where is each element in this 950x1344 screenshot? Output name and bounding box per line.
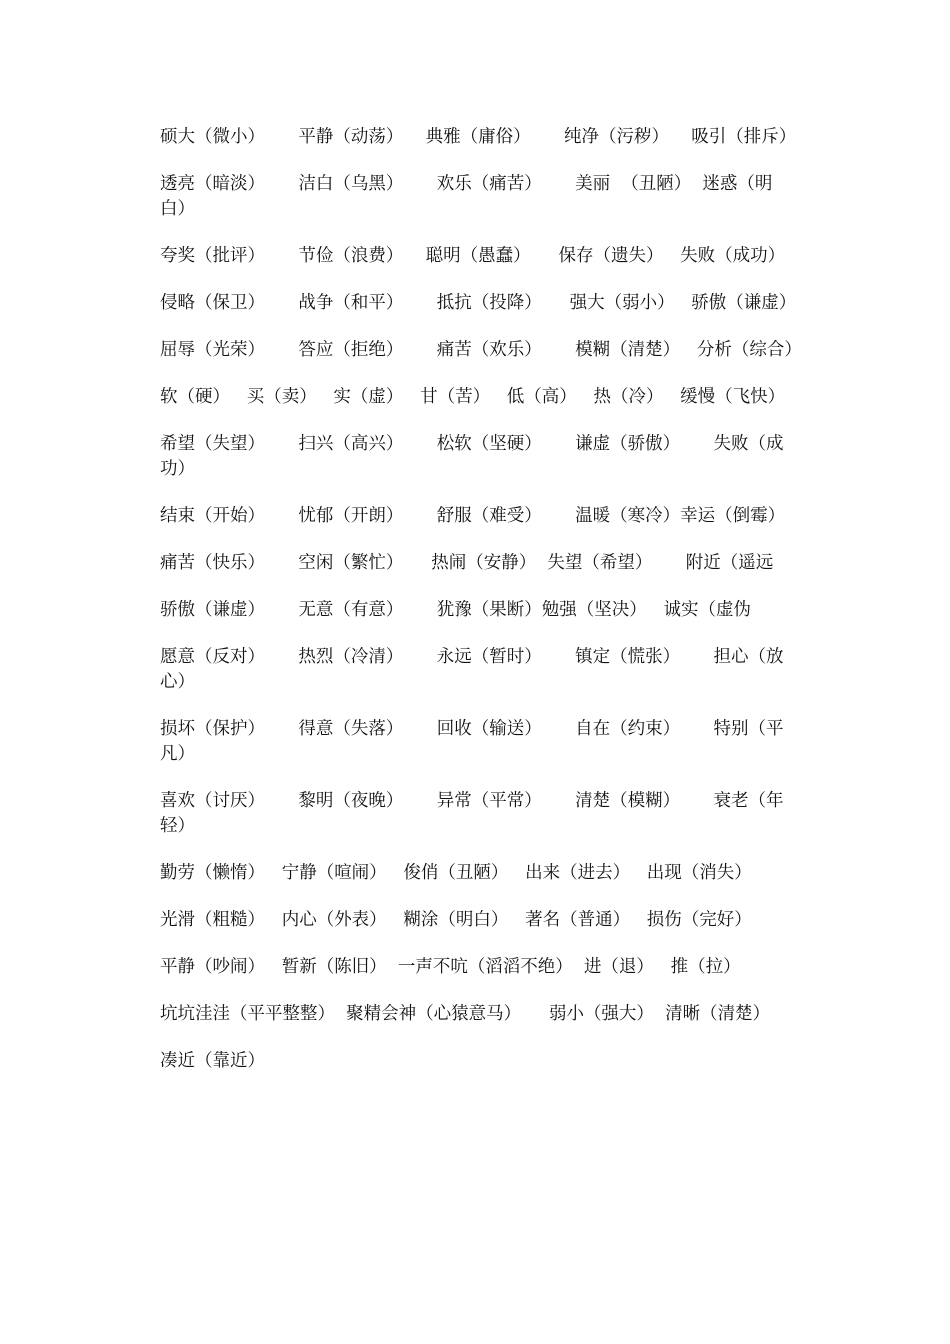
word-row: 坑坑洼洼（平平整整） 聚精会神（心猿意马） 弱小（强大） 清晰（清楚） (160, 1004, 771, 1024)
word-row: 勤劳（懒惰） 宁静（喧闹） 俊俏（丑陋） 出来（进去） 出现（消失） (160, 863, 752, 883)
word-row: 痛苦（快乐） 空闲（繁忙） 热闹（安静） 失望（希望） 附近（遥远 (160, 553, 774, 573)
word-row: 透亮（暗淡） 洁白（乌黑） 欢乐（痛苦） 美丽 （丑陋） 迷惑（明白） (160, 174, 773, 219)
word-row: 骄傲（谦虚） 无意（有意） 犹豫（果断）勉强（坚决） 诚实（虚伪 (160, 600, 751, 620)
word-row: 屈辱（光荣） 答应（拒绝） 痛苦（欢乐） 模糊（清楚） 分析（综合） (160, 340, 802, 360)
word-row: 喜欢（讨厌） 黎明（夜晚） 异常（平常） 清楚（模糊） 衰老（年轻） (160, 791, 784, 836)
word-row: 结束（开始） 忧郁（开朗） 舒服（难受） 温暖（寒冷）幸运（倒霉） (160, 506, 786, 526)
word-row: 愿意（反对） 热烈（冷清） 永远（暂时） 镇定（慌张） 担心（放心） (160, 647, 784, 692)
word-row: 凑近（靠近） (160, 1051, 265, 1071)
word-row: 希望（失望） 扫兴（高兴） 松软（坚硬） 谦虚（骄傲） 失败（成功） (160, 434, 784, 479)
word-row: 侵略（保卫） 战争（和平） 抵抗（投降） 强大（弱小） 骄傲（谦虚） (160, 293, 797, 313)
word-row: 平静（吵闹） 暂新（陈旧） 一声不吭（滔滔不绝） 进（退） 推（拉） (160, 957, 741, 977)
antonym-word-list (160, 125, 802, 1096)
word-row: 夸奖（批评） 节俭（浪费） 聪明（愚蠢） 保存（遗失） 失败（成功） (160, 246, 786, 266)
word-row: 软（硬） 买（卖） 实（虚） 甘（苦） 低（高） 热（冷） 缓慢（飞快） (160, 387, 786, 407)
word-row: 光滑（粗糙） 内心（外表） 糊涂（明白） 著名（普通） 损伤（完好） (160, 910, 752, 930)
word-row: 硕大（微小） 平静（动荡） 典雅（庸俗） 纯净（污秽） 吸引（排斥） (160, 127, 797, 147)
word-row: 损坏（保护） 得意（失落） 回收（输送） 自在（约束） 特别（平凡） (160, 719, 784, 764)
